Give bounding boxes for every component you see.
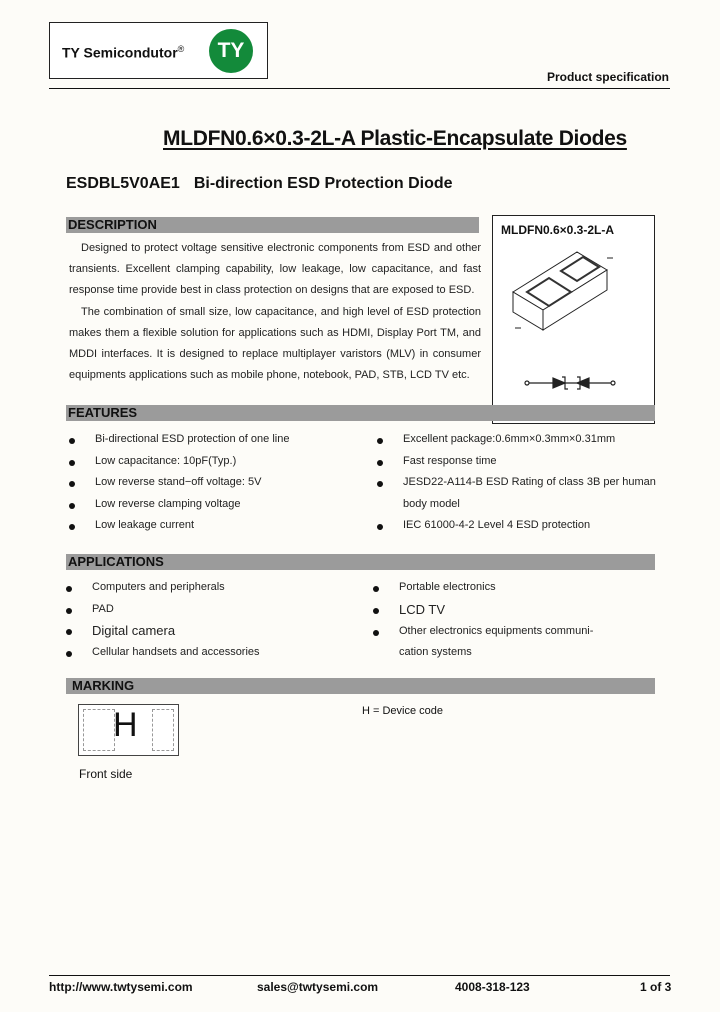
bullet-icon — [66, 629, 72, 635]
description-paragraph: Designed to protect voltage sensitive electronic components from ESD and other transients. Excellent clamping capability, low leakage, low capacitance, and fast response time provide best in class protection on designs that are exposed to ESD. — [69, 242, 481, 297]
footer-page-number: 1 of 3 — [640, 980, 672, 994]
footer-email[interactable]: sales@twtysemi.com — [257, 980, 379, 994]
bullet-icon — [377, 524, 383, 530]
marking-pad-left — [83, 709, 115, 751]
part-line — [66, 175, 453, 193]
bidirectional-diode-symbol-icon — [525, 377, 615, 389]
part-description: Bi-direction ESD Protection Diode — [193, 175, 453, 192]
bullet-icon — [69, 503, 75, 509]
marking-legend: H = Device code — [362, 705, 444, 717]
registered-mark: ® — [177, 44, 185, 54]
bullet-icon — [66, 586, 72, 592]
bullet-icon — [373, 586, 379, 592]
bullet-icon — [377, 460, 383, 466]
bullet-icon — [66, 651, 72, 657]
description-body — [69, 238, 481, 386]
description-heading: DESCRIPTION — [66, 217, 479, 233]
applications-heading: APPLICATIONS — [66, 554, 655, 570]
features-heading: FEATURES — [66, 405, 655, 421]
bullet-icon — [377, 481, 383, 487]
product-specification-label: Product specification — [546, 70, 669, 84]
company-name: TY Semicondutor® — [62, 44, 185, 61]
footer-divider — [49, 975, 670, 976]
marking-code: H — [113, 706, 138, 744]
part-number: ESDBL5V0AE1 — [66, 175, 180, 192]
package-drawing — [493, 240, 653, 420]
bullet-icon — [69, 524, 75, 530]
marking-heading: MARKING — [66, 678, 655, 694]
package-3d-icon — [513, 252, 613, 330]
bullet-icon — [69, 481, 75, 487]
marking-caption: Front side — [79, 767, 133, 781]
bullet-icon — [69, 438, 75, 444]
footer-url[interactable]: http://www.twtysemi.com — [49, 980, 193, 994]
header-divider — [49, 88, 670, 89]
company-logo: TY — [209, 29, 253, 73]
bullet-icon — [377, 438, 383, 444]
description-paragraph: The combination of small size, low capacitance, and high level of ESD protection makes them a flexible solution for applications such as HDMI, Display Port TM, and MDDI interfaces. It is designed to replace multiplayer varistors (MLV) in consumer equipments applications such as mobile phone, notebook, PAD, STB, LCD TV etc. — [69, 305, 481, 382]
bullet-icon — [66, 608, 72, 614]
package-title: MLDFN0.6×0.3-2L-A — [501, 223, 615, 237]
footer-phone: 4008-318-123 — [455, 980, 530, 994]
bullet-icon — [373, 630, 379, 636]
document-title: MLDFN0.6×0.3-2L-A Plastic-Encapsulate Diodes — [163, 127, 627, 150]
bullet-icon — [373, 608, 379, 614]
marking-pad-right — [152, 709, 174, 751]
bullet-icon — [69, 460, 75, 466]
